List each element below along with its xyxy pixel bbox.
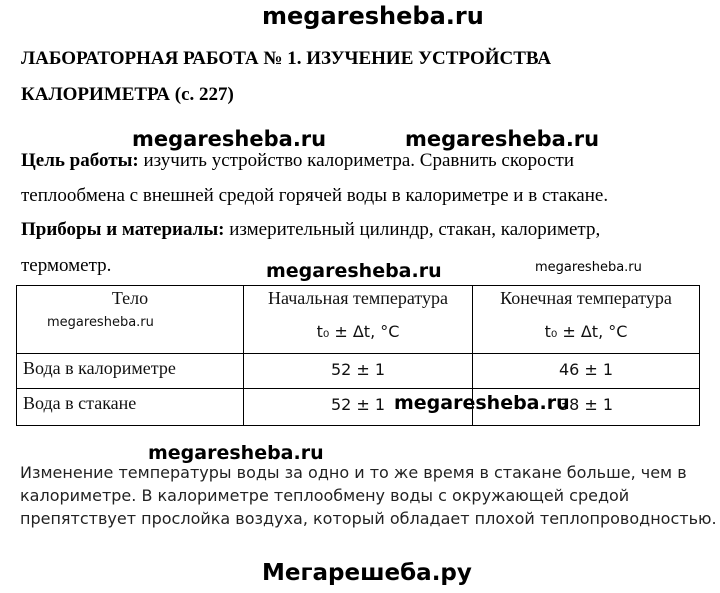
conclusion-line-3: препятствует прослойка воздуха, который обладает плохой теплопроводностью.: [20, 509, 717, 528]
watermark-table-row: megaresheba.ru: [394, 392, 570, 414]
table-cell-text: Вода в калориметре: [23, 358, 176, 378]
table-header-label: Начальная температура: [267, 288, 449, 308]
table-header-label: Тело: [111, 288, 149, 308]
table-row: [17, 389, 700, 426]
equipment-label: Приборы и материалы:: [21, 219, 225, 240]
watermark-top: megaresheba.ru: [262, 2, 484, 30]
watermark-table-cell: megaresheba.ru: [47, 315, 154, 330]
goal-text-1: изучить устройство калориметра. Сравнить скорости: [138, 150, 574, 171]
table-row: [17, 354, 700, 389]
equipment-text-1: измерительный цилиндр, стакан, калориметр,: [224, 219, 601, 240]
table-cell-text: 52 ± 1: [330, 360, 386, 379]
heading-line-1: ЛАБОРАТОРНАЯ РАБОТА № 1. ИЗУЧЕНИЕ УСТРОЙСТВА: [21, 48, 552, 69]
goal-label: Цель работы:: [21, 150, 139, 171]
table-header-cell: [17, 286, 244, 354]
equipment-line-2: термометр.: [21, 255, 112, 276]
table-cell: [473, 354, 700, 389]
table-header-row: [17, 286, 700, 354]
conclusion-line-1: Изменение температуры воды за одно и то же время в стакане больше, чем в: [20, 463, 687, 482]
goal-line-2: теплообмена с внешней средой горячей воды в калориметре и в стакане.: [21, 185, 609, 206]
watermark-below-table: megaresheba.ru: [148, 442, 324, 464]
conclusion-line-2: калориметре. В калориметре теплообмену воды с окружающей средой: [20, 486, 630, 505]
equipment-line-1: [21, 219, 600, 241]
watermark-mid-left: megaresheba.ru: [132, 127, 327, 151]
table-cell: [244, 354, 473, 389]
watermark-table-top-right: megaresheba.ru: [535, 260, 642, 275]
table-cell-text: 52 ± 1: [330, 395, 386, 414]
watermark-mid-right: megaresheba.ru: [405, 127, 600, 151]
table-header-unit: t₀ ± Δt, °C: [544, 322, 628, 341]
goal-line-1: [21, 150, 574, 172]
temperature-table: [16, 285, 700, 426]
heading-line-2: КАЛОРИМЕТРА (с. 227): [21, 84, 234, 105]
watermark-table-top-center: megaresheba.ru: [266, 260, 442, 282]
table-header-cell: [473, 286, 700, 354]
table-cell-text: Вода в стакане: [23, 393, 137, 413]
table-header-cell: [244, 286, 473, 354]
table-cell: [17, 354, 244, 389]
table-cell: [17, 389, 244, 426]
table-cell-text: 46 ± 1: [558, 360, 614, 379]
watermark-bottom: Мегарешеба.ру: [262, 560, 472, 586]
table-cell-text: 38 ± 1: [558, 395, 614, 414]
table-header-label: Конечная температура: [500, 288, 672, 308]
table-header-unit: t₀ ± Δt, °C: [316, 322, 400, 341]
